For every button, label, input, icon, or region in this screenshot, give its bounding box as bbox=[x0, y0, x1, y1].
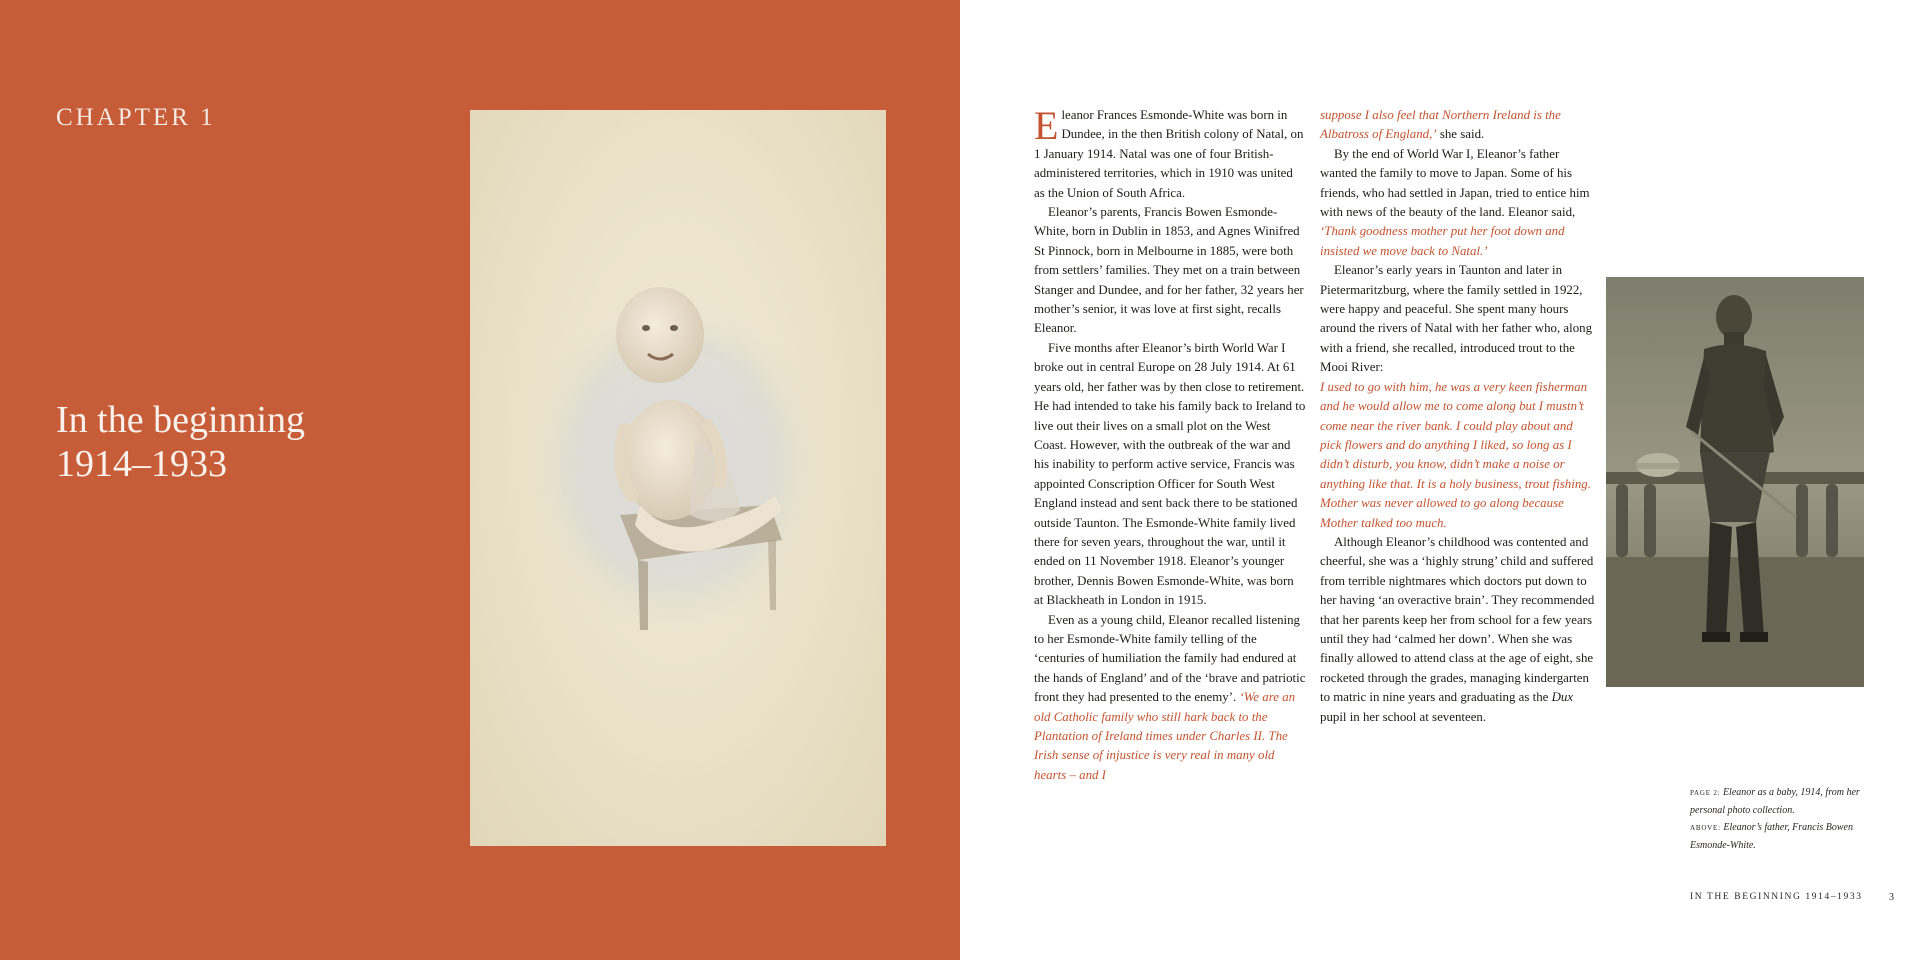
paragraph-childhood-end: pupil in her school at seventeen. bbox=[1320, 709, 1487, 724]
caption-tag-above: ABOVE: bbox=[1690, 824, 1721, 832]
paragraph-japan-text: By the end of World War I, Eleanor’s father wanted the family to move to Japan. Some of his friends, who had settled in Japan, tried to entice him with news of the beauty of the land. Eleanor said, bbox=[1320, 146, 1590, 220]
caption-text-above: Eleanor’s father, Francis Bowen Esmonde-White. bbox=[1690, 822, 1853, 851]
right-page bbox=[960, 0, 1920, 960]
caption-page2 bbox=[1690, 784, 1880, 819]
drop-cap: E bbox=[1034, 103, 1059, 148]
paragraph-family-history bbox=[1034, 611, 1306, 786]
chapter-title bbox=[56, 398, 305, 486]
paragraph-childhood-text: Although Eleanor’s childhood was contented and cheerful, she was a ‘highly strung’ child and suffered from terrible nightmares which doctors put down to her having ‘an overactive brain’. They recommended that her parents keep her from school for a few years until they had ‘calmed her down’. When she was finally allowed to attend class at the age of eight, she rocketed through the grades, managing kindergarten to matric in nine years and graduating as the bbox=[1320, 534, 1595, 705]
albatross-quote: suppose I also feel that Northern Ireland is the Albatross of England,’ bbox=[1320, 108, 1561, 142]
soldier-photograph bbox=[1606, 277, 1864, 687]
fishing-quote-block: I used to go with him, he was a very keen fisherman and he would allow me to come along but I mustn’t come near the river bank. I could play about and pick flowers and do anything I liked, so long as I didn’t disturb, you know, didn’t make a noise or anything like that. It is a holy business, trout fishing. Mother was never allowed to go along because Mother talked too much. bbox=[1320, 379, 1591, 530]
chapter-label: CHAPTER 1 bbox=[56, 104, 216, 131]
paragraph-albatross bbox=[1320, 106, 1596, 145]
paragraph-japan bbox=[1320, 145, 1596, 261]
paragraph-childhood bbox=[1320, 533, 1596, 727]
chapter-title-line2: 1914–1933 bbox=[56, 443, 227, 485]
chapter-title-line1: In the beginning bbox=[56, 399, 306, 441]
paragraph-intro-text: leanor Frances Esmonde-White was born in Dundee, in the then British colony of Natal, on 1 January 1914. Natal was one of four British-administered territories, which in 1910 was united as the Union of South Africa. bbox=[1034, 108, 1304, 200]
albatross-attribution: she said. bbox=[1436, 127, 1485, 142]
paragraph-early-years: Eleanor’s early years in Taunton and later in Pietermaritzburg, where the family settled in 1922, were happy and peaceful. She spent many hours around the rivers of Natal with her father who, along with a friend, she recalled, introduced trout to the Mooi River: bbox=[1320, 263, 1593, 375]
caption-above bbox=[1690, 819, 1880, 854]
paragraph-intro bbox=[1034, 103, 1306, 203]
paragraph-war: Five months after Eleanor’s birth World War I broke out in central Europe on 28 July 1914. At 61 years old, her father was by then close to retirement. He had intended to take his family back to Ireland to live out their lives on a small plot on the West Coast. However, with the outbreak of the war and his inability to perform active service, Francis was appointed Conscription Officer for South West England instead and sent back there to be stationed outside Taunton. The Esmonde-White family lived there for seven years, throughout the war, until it ended on 11 November 1918. Eleanor’s younger brother, Dennis Bowen Esmonde-White, was born at Blackheath in London in 1915. bbox=[1034, 340, 1306, 608]
page-number: 3 bbox=[1889, 892, 1894, 903]
natal-quote: ‘Thank goodness mother put her foot down and insisted we move back to Natal.’ bbox=[1320, 224, 1565, 258]
dux-term: Dux bbox=[1551, 690, 1574, 705]
catholic-family-quote: ‘We are an old Catholic family who still hark back to the Plantation of Ireland times under Charles II. The Irish sense of injustice is very real in many old hearts – and I bbox=[1034, 690, 1296, 782]
text-column-1 bbox=[1034, 103, 1306, 785]
baby-photograph bbox=[470, 110, 886, 846]
photo-caption bbox=[1690, 784, 1880, 854]
running-footer: IN THE BEGINNING 1914–1933 bbox=[1690, 892, 1863, 902]
paragraph-parents: Eleanor’s parents, Francis Bowen Esmonde-White, born in Dublin in 1853, and Agnes Winifred St Pinnock, born in Melbourne in 1885, were both from settlers’ families. They met on a train between Stanger and Dundee, and for her father, 32 years her mother’s senior, it was love at first sight, recalls Eleanor. bbox=[1034, 205, 1304, 336]
text-column-2 bbox=[1320, 106, 1596, 727]
caption-text-page2: Eleanor as a baby, 1914, from her personal photo collection. bbox=[1690, 787, 1860, 816]
paragraph-family-history-text: Even as a young child, Eleanor recalled listening to her Esmonde-White family telling of the ‘centuries of humiliation the family had endured at the hands of England’ and of the ‘brave and patriotic front they had presented to the enemy’. bbox=[1034, 612, 1306, 705]
caption-tag-page2: PAGE 2: bbox=[1690, 789, 1721, 797]
